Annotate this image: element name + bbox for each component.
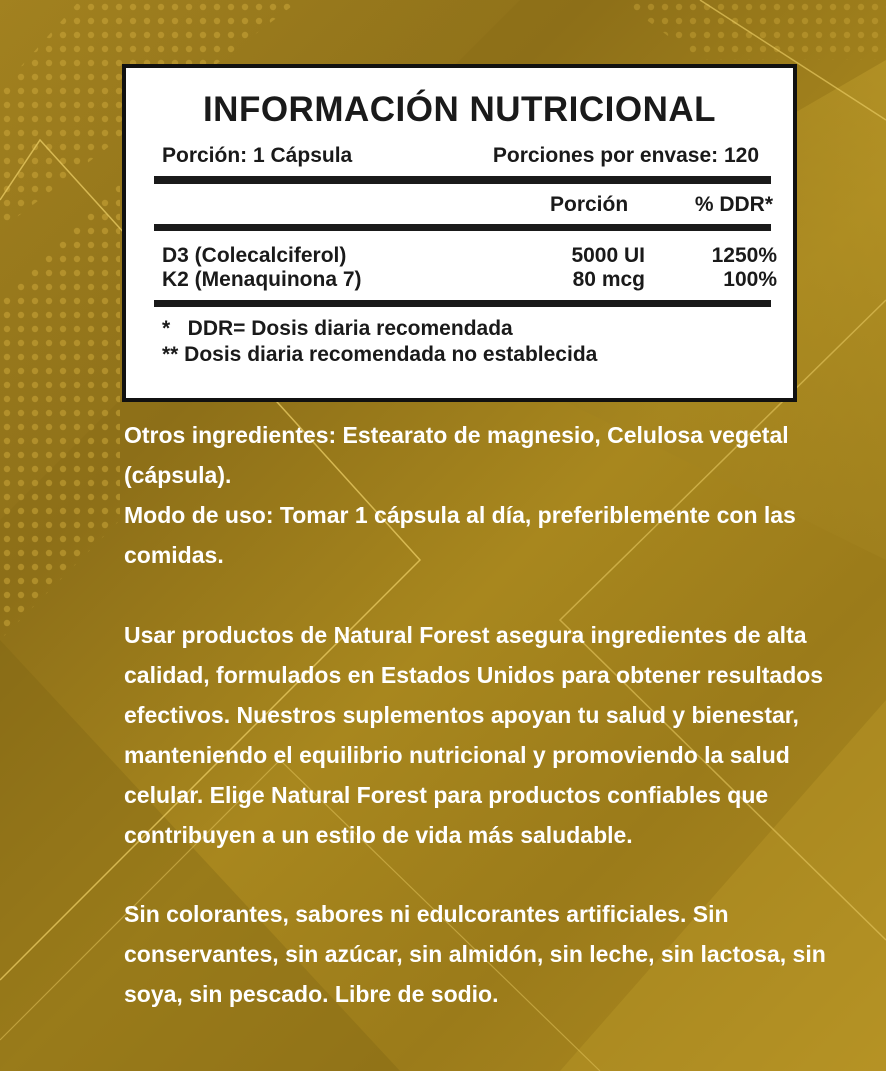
footnote-ddr: * DDR= Dosis diaria recomendada (162, 317, 513, 340)
servings-per-container: Porciones por envase: 120 (492, 144, 759, 167)
rule-medium (154, 224, 771, 231)
about-text-line: manteniendo el equilibrio nutricional y promoviendo la salud (124, 742, 790, 768)
about-text-line: efectivos. Nuestros suplementos apoyan tu salud y bienestar, (124, 702, 799, 728)
free-from-text-line: soya, sin pescado. Libre de sodio. (124, 981, 499, 1007)
rule-bottom (154, 300, 771, 307)
column-header-ddr: % DDR* (694, 193, 773, 216)
nutrient-ddr-d3: 1250% (711, 244, 777, 267)
nutrient-ddr-k2: 100% (723, 268, 777, 291)
footnote-not-established: ** Dosis diaria recomendada no establecida (162, 343, 598, 366)
usage-text-line: Modo de uso: Tomar 1 cápsula al día, preferiblemente con las (124, 502, 796, 528)
nutrient-amount-d3: 5000 UI (571, 244, 645, 267)
nutrient-name-k2: K2 (Menaquinona 7) (162, 268, 362, 291)
nutrient-name-d3: D3 (Colecalciferol) (162, 244, 347, 267)
about-paragraph (124, 615, 864, 855)
ingredients-text-line: Otros ingredientes: Estearato de magnesio, Celulosa vegetal (124, 422, 789, 448)
about-text-line: contribuyen a un estilo de vida más saludable. (124, 822, 633, 848)
label-title: INFORMACIÓN NUTRICIONAL (202, 90, 717, 129)
nutrition-label (122, 64, 797, 402)
about-text-line: calidad, formulados en Estados Unidos para obtener resultados (124, 662, 824, 688)
about-text-line: celular. Elige Natural Forest para productos confiables que (124, 782, 769, 808)
ingredients-text-line: (cápsula). (124, 462, 232, 488)
usage-text-line: comidas. (124, 542, 224, 568)
free-from-text-line: conservantes, sin azúcar, sin almidón, sin leche, sin lactosa, sin (124, 941, 826, 967)
rule-thick-top (154, 176, 771, 184)
free-from-paragraph (124, 894, 864, 1014)
serving-size: Porción: 1 Cápsula (162, 144, 353, 167)
ingredients-and-usage (124, 415, 864, 575)
free-from-text-line: Sin colorantes, sabores ni edulcorantes artificiales. Sin (124, 901, 729, 927)
nutrient-amount-k2: 80 mcg (572, 268, 645, 291)
column-header-portion: Porción (550, 193, 629, 216)
about-text-line: Usar productos de Natural Forest asegura ingredientes de alta (124, 622, 807, 648)
